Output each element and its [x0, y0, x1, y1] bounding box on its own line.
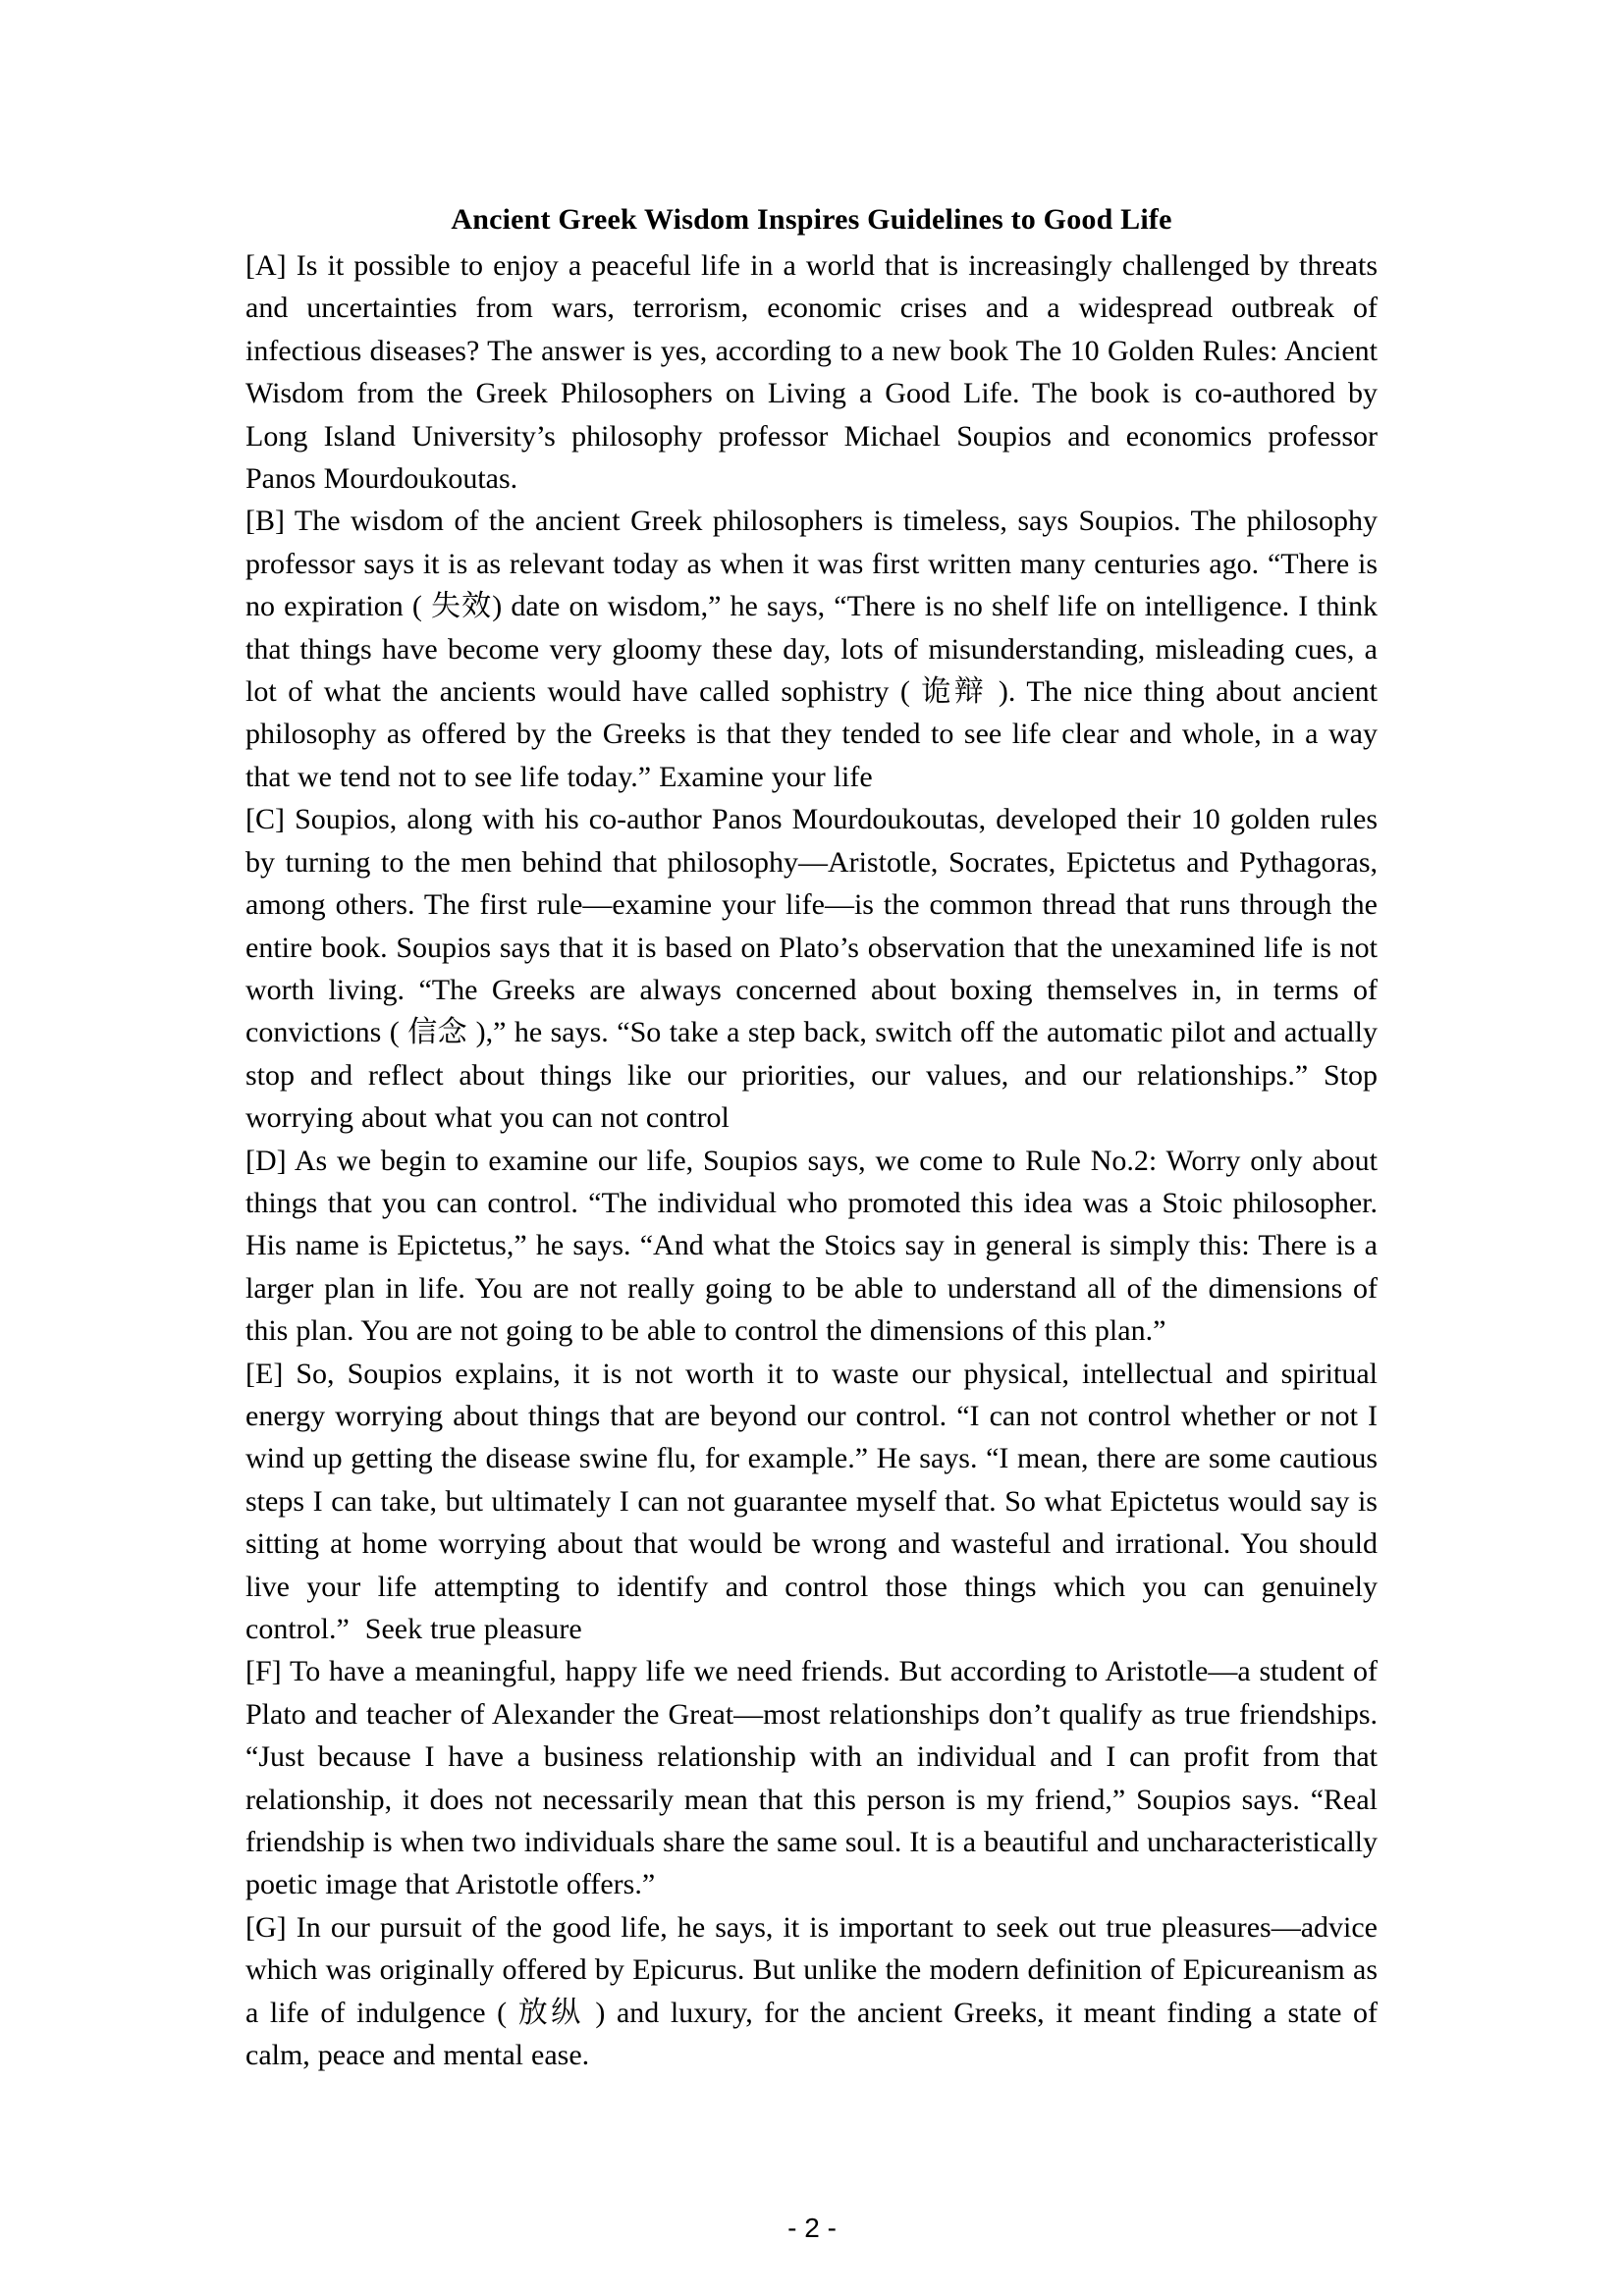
- paragraph-b: [B] The wisdom of the ancient Greek philosophers is timeless, says Soupios. The philosophy professor says it is as relevant today as when it was first written many centuries ago. “There is no expiration ( 失效) date on wisdom,” he says, “There is no shelf life on intelligence. I think that things have become very gloomy these day, lots of misunderstanding, misleading cues, a lot of what the ancients would have called sophistry ( 诡辩 ). The nice thing about ancient philosophy as offered by the Greeks is that they tended to see life clear and whole, in a way that we tend not to see life today.” Examine your life: [245, 505, 1378, 793]
- paragraph-e: [E] So, Soupios explains, it is not worth it to waste our physical, intellectual and spiritual energy worrying about things that are beyond our control. “I can not control whether or not I wind up getting the disease swine flu, for example.” He says. “I mean, there are some cautious steps I can take, but ultimately I can not guarantee myself that. So what Epictetus would say is sitting at home worrying about that would be wrong and wasteful and irrational. You should live your life attempting to identify and control those things which you can genuinely control.” Seek true pleasure: [245, 1357, 1378, 1645]
- document-body: [245, 244, 1378, 2076]
- paragraph-d: [D] As we begin to examine our life, Soupios says, we come to Rule No.2: Worry only about things that you can control. “The individual who promoted this idea was a Stoic philosopher. His name is Epictetus,” he says. “And what the Stoics say in general is simply this: There is a larger plan in life. You are not really going to be able to understand all of the dimensions of this plan. You are not going to be able to control the dimensions of this plan.”: [245, 1144, 1378, 1348]
- document-content: [245, 195, 1378, 2076]
- paragraph-c: [C] Soupios, along with his co-author Panos Mourdoukoutas, developed their 10 golden rules by turning to the men behind that philosophy—Aristotle, Socrates, Epictetus and Pythagoras, among others. The first rule—examine your life—is the common thread that runs through the entire book. Soupios says that it is based on Plato’s observation that the unexamined life is not worth living. “The Greeks are always concerned about boxing themselves in, in terms of convictions ( 信念 ),” he says. “So take a step back, switch off the automatic pilot and actually stop and reflect about things like our priorities, our values, and our relationships.” Stop worrying about what you can not control: [245, 803, 1378, 1135]
- paragraph-f: [F] To have a meaningful, happy life we need friends. But according to Aristotle—a student of Plato and teacher of Alexander the Great—most relationships don’t qualify as true friendships. “Just because I have a business relationship with an individual and I can profit from that relationship, it does not necessarily mean that this person is my friend,” Soupios says. “Real friendship is when two individuals share the same soul. It is a beautiful and uncharacteristically poetic image that Aristotle offers.”: [245, 1655, 1378, 1901]
- paragraph-g: [G] In our pursuit of the good life, he says, it is important to seek out true pleasures—advice which was originally offered by Epicurus. But unlike the modern definition of Epicureanism as a life of indulgence ( 放纵 ) and luxury, for the ancient Greeks, it meant finding a state of calm, peace and mental ease.: [245, 1910, 1378, 2072]
- paragraph-a: [A] Is it possible to enjoy a peaceful life in a world that is increasingly challenged by threats and uncertainties from wars, terrorism, economic crises and a widespread outbreak of infectious diseases? The answer is yes, according to a new book The 10 Golden Rules: Ancient Wisdom from the Greek Philosophers on Living a Good Life. The book is co-authored by Long Island University’s philosophy professor Michael Soupios and economics professor Panos Mourdoukoutas.: [245, 249, 1378, 496]
- page-number: - 2 -: [787, 2213, 837, 2243]
- document-title: Ancient Greek Wisdom Inspires Guidelines to Good Life: [451, 203, 1172, 236]
